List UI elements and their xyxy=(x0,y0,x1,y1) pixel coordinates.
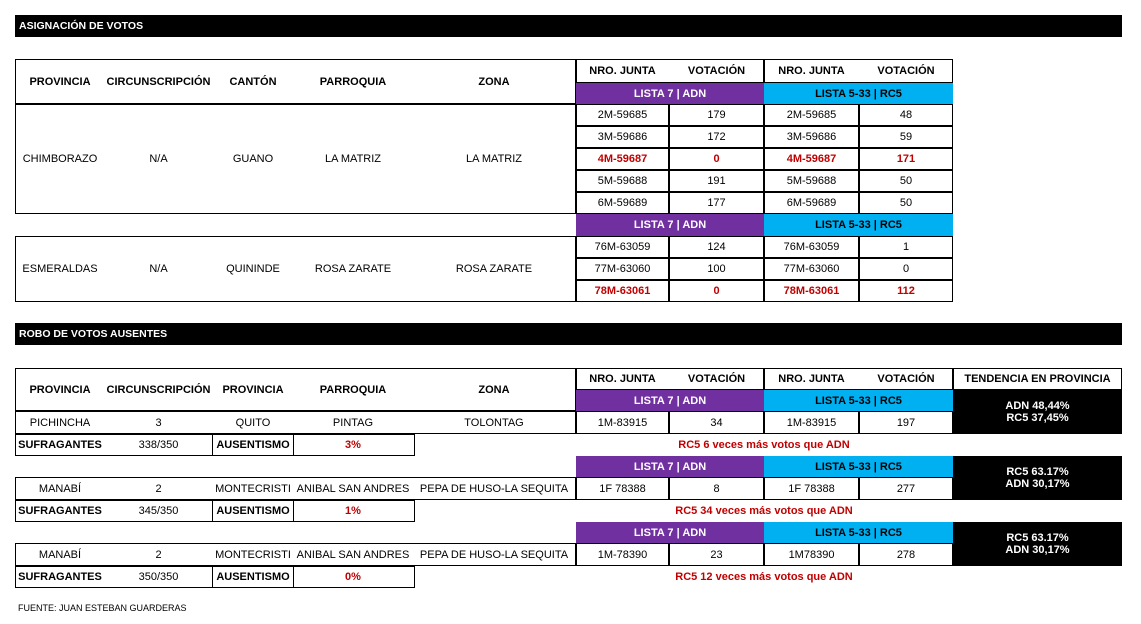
header-parroquia: PARROQUIA xyxy=(319,75,387,88)
cell-votos-adn: 100 xyxy=(669,258,764,280)
cell-parroquia: ANIBAL SAN ANDRES xyxy=(296,482,410,495)
cell-votos-adn: 177 xyxy=(669,192,764,214)
tendencia-line-2: ADN 30,17% xyxy=(1005,478,1070,490)
tendencia-line-1: RC5 63.17% xyxy=(1006,466,1069,478)
cell-circunscripcion: N/A xyxy=(149,263,168,275)
sufragantes-label: SUFRAGANTES xyxy=(18,439,102,451)
tendencia-line-2: ADN 30,17% xyxy=(1005,544,1070,556)
sufragantes-value: 345/350 xyxy=(138,505,179,517)
tendencia-box xyxy=(953,522,1122,566)
cell-provincia: MANABÍ xyxy=(38,548,82,561)
cell-parroquia: LA MATRIZ xyxy=(324,153,382,165)
list-adn-band: LISTA 7 | ADN xyxy=(576,214,764,236)
cell-zona: ROSA ZARATE xyxy=(455,263,533,275)
comparison-note: RC5 34 veces más votos que ADN xyxy=(675,505,853,517)
cell-canton: MONTECRISTI xyxy=(215,482,291,495)
tendencia-box xyxy=(953,390,1122,434)
cell-junta-rc5: 1M78390 xyxy=(764,543,859,566)
header-provincia2: PROVINCIA xyxy=(222,383,284,396)
cell-votos-rc5: 277 xyxy=(859,477,953,500)
cell-votos-rc5: 59 xyxy=(859,126,953,148)
cell-junta-rc5: 76M-63059 xyxy=(764,236,859,258)
cell-votos-adn: 0 xyxy=(669,280,764,302)
cell-junta-rc5: 5M-59688 xyxy=(764,170,859,192)
list-adn-band: LISTA 7 | ADN xyxy=(576,456,764,477)
cell-votos-adn: 179 xyxy=(669,104,764,126)
header-votacion-adn: VOTACIÓN xyxy=(687,65,746,77)
header-parroquia: PARROQUIA xyxy=(319,383,387,396)
cell-junta-adn: 2M-59685 xyxy=(576,104,669,126)
cell-votos-rc5: 50 xyxy=(859,192,953,214)
cell-junta-rc5: 78M-63061 xyxy=(764,280,859,302)
header-junta-rc5: NRO. JUNTA xyxy=(778,373,845,385)
header-circunscripcion: CIRCUNSCRIPCIÓN xyxy=(106,75,211,88)
header-junta-adn: NRO. JUNTA xyxy=(589,373,656,385)
ausentismo-label: AUSENTISMO xyxy=(212,566,294,588)
cell-votos-rc5: 112 xyxy=(859,280,953,302)
tendencia-line-1: ADN 48,44% xyxy=(1005,400,1070,412)
comparison-note: RC5 12 veces más votos que ADN xyxy=(675,571,853,583)
cell-votos-rc5: 50 xyxy=(859,170,953,192)
cell-votos-adn: 8 xyxy=(669,477,764,500)
list-rc5-band: LISTA 5-33 | RC5 xyxy=(764,522,953,543)
list-rc5-band: LISTA 5-33 | RC5 xyxy=(764,214,953,236)
tendencia-box xyxy=(953,456,1122,500)
header-zona: ZONA xyxy=(478,75,510,88)
list-rc5-band: LISTA 5-33 | RC5 xyxy=(764,83,953,104)
cell-junta-rc5: 3M-59686 xyxy=(764,126,859,148)
cell-provincia: PICHINCHA xyxy=(29,416,91,429)
cell-zona: LA MATRIZ xyxy=(465,153,523,165)
header-circunscripcion: CIRCUNSCRIPCIÓN xyxy=(106,383,211,396)
ausentismo-label: AUSENTISMO xyxy=(212,434,294,456)
header-votacion-rc5: VOTACIÓN xyxy=(877,65,935,77)
cell-votos-rc5: 1 xyxy=(859,236,953,258)
cell-canton: MONTECRISTI xyxy=(215,548,291,561)
cell-junta-adn: 1M-83915 xyxy=(576,411,669,434)
cell-circunscripcion: N/A xyxy=(149,153,168,165)
cell-parroquia: ROSA ZARATE xyxy=(314,263,392,275)
cell-junta-adn: 1F 78388 xyxy=(576,477,669,500)
cell-zona: PEPA DE HUSO-LA SEQUITA xyxy=(419,482,569,495)
list-adn-band: LISTA 7 | ADN xyxy=(576,390,764,411)
cell-votos-rc5: 48 xyxy=(859,104,953,126)
sufragantes-label: SUFRAGANTES xyxy=(18,571,102,583)
cell-votos-rc5: 171 xyxy=(859,148,953,170)
cell-junta-adn: 6M-59689 xyxy=(576,192,669,214)
cell-junta-rc5: 1F 78388 xyxy=(764,477,859,500)
cell-votos-adn: 0 xyxy=(669,148,764,170)
cell-canton: QUITO xyxy=(235,416,271,429)
header-provincia: PROVINCIA xyxy=(29,383,91,396)
list-rc5-band: LISTA 5-33 | RC5 xyxy=(764,456,953,477)
tendencia-line-1: RC5 63.17% xyxy=(1006,532,1069,544)
cell-votos-rc5: 278 xyxy=(859,543,953,566)
cell-circunscripcion: 3 xyxy=(155,416,162,429)
list-adn-band: LISTA 7 | ADN xyxy=(576,522,764,543)
cell-votos-rc5: 0 xyxy=(859,258,953,280)
cell-votos-adn: 124 xyxy=(669,236,764,258)
cell-provincia: ESMERALDAS xyxy=(22,263,98,275)
cell-junta-adn: 78M-63061 xyxy=(576,280,669,302)
cell-votos-rc5: 197 xyxy=(859,411,953,434)
cell-votos-adn: 191 xyxy=(669,170,764,192)
cell-circunscripcion: 2 xyxy=(155,548,162,561)
cell-junta-adn: 4M-59687 xyxy=(576,148,669,170)
cell-votos-adn: 172 xyxy=(669,126,764,148)
cell-circunscripcion: 2 xyxy=(155,482,162,495)
sufragantes-value: 350/350 xyxy=(138,571,179,583)
header-zona: ZONA xyxy=(478,383,510,396)
cell-junta-rc5: 77M-63060 xyxy=(764,258,859,280)
sufragantes-value: 338/350 xyxy=(138,439,179,451)
section-title-asignacion: ASIGNACIÓN DE VOTOS xyxy=(15,15,1122,37)
header-votacion-rc5: VOTACIÓN xyxy=(877,373,935,385)
list-rc5-band: LISTA 5-33 | RC5 xyxy=(764,390,953,411)
cell-provincia: MANABÍ xyxy=(38,482,82,495)
cell-votos-adn: 34 xyxy=(669,411,764,434)
header-tendencia: TENDENCIA EN PROVINCIA xyxy=(953,368,1122,390)
header-junta-rc5: NRO. JUNTA xyxy=(778,65,845,77)
cell-junta-adn: 3M-59686 xyxy=(576,126,669,148)
header-canton: CANTÓN xyxy=(229,75,277,88)
ausentismo-value: 3% xyxy=(345,439,361,451)
section-title-robo: ROBO DE VOTOS AUSENTES xyxy=(15,323,1122,345)
cell-zona: TOLONTAG xyxy=(464,416,524,429)
ausentismo-value: 0% xyxy=(345,571,361,583)
ausentismo-value: 1% xyxy=(345,505,361,517)
cell-parroquia: PINTAG xyxy=(332,416,374,429)
cell-junta-adn: 1M-78390 xyxy=(576,543,669,566)
cell-zona: PEPA DE HUSO-LA SEQUITA xyxy=(419,548,569,561)
sufragantes-label: SUFRAGANTES xyxy=(18,505,102,517)
cell-votos-adn: 23 xyxy=(669,543,764,566)
cell-provincia: CHIMBORAZO xyxy=(22,153,98,165)
header-junta-adn: NRO. JUNTA xyxy=(589,65,656,77)
tendencia-line-2: RC5 37,45% xyxy=(1006,412,1069,424)
cell-canton: QUININDE xyxy=(226,263,280,275)
comparison-note: RC5 6 veces más votos que ADN xyxy=(678,439,850,451)
cell-junta-rc5: 4M-59687 xyxy=(764,148,859,170)
cell-parroquia: ANIBAL SAN ANDRES xyxy=(296,548,410,561)
source-note: FUENTE: JUAN ESTEBAN GUARDERAS xyxy=(18,603,187,613)
cell-junta-adn: 77M-63060 xyxy=(576,258,669,280)
ausentismo-label: AUSENTISMO xyxy=(212,500,294,522)
header-provincia: PROVINCIA xyxy=(29,75,91,88)
cell-canton: GUANO xyxy=(232,153,274,165)
cell-junta-adn: 5M-59688 xyxy=(576,170,669,192)
cell-junta-rc5: 2M-59685 xyxy=(764,104,859,126)
cell-junta-rc5: 1M-83915 xyxy=(764,411,859,434)
cell-junta-rc5: 6M-59689 xyxy=(764,192,859,214)
header-votacion-adn: VOTACIÓN xyxy=(687,373,746,385)
list-adn-band: LISTA 7 | ADN xyxy=(576,83,764,104)
cell-junta-adn: 76M-63059 xyxy=(576,236,669,258)
